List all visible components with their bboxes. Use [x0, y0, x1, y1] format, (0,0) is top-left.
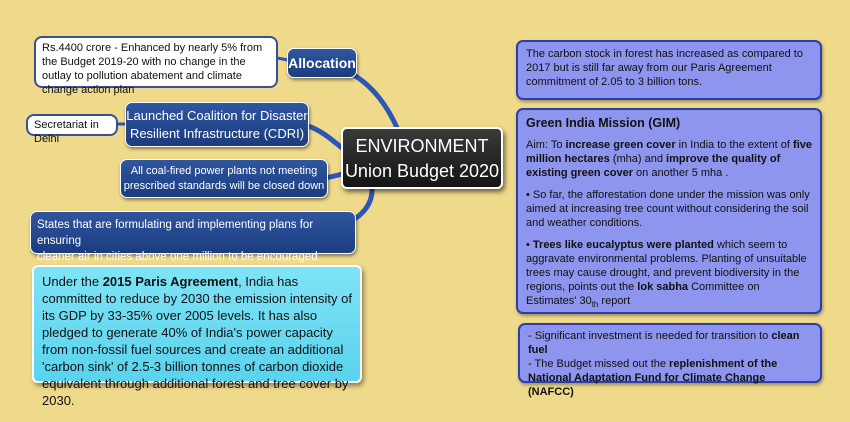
fuel-l2-a: - The Budget missed out the [528, 358, 670, 370]
clean-fuel-box [518, 323, 822, 398]
center-title: ENVIRONMENT [355, 136, 489, 156]
gim-p3-c: which seem to aggravate environmental problems. Planting of unsuitable trees may cause drought, and prevent biodiversity in the regions, points out the [526, 239, 807, 293]
coal-node[interactable] [120, 159, 328, 198]
gim-box [516, 108, 822, 314]
cdri-note-text: Secretariat in Delhi [34, 119, 99, 145]
coal-line2: prescribed standards will be closed down [123, 180, 325, 192]
states-line1: States that are formulating and implementing plans for ensuring [37, 219, 314, 247]
coal-line1: All coal-fired power plants not meeting [130, 165, 318, 177]
states-line2: cleaner air in cities above one million to be encouraged [37, 251, 318, 263]
gim-para3 [526, 238, 812, 312]
gim-aim [526, 138, 812, 180]
fuel-line1 [528, 329, 812, 357]
allocation-note-text: Rs.4400 crore - Enhanced by nearly 5% from the Budget 2019-20 with no change in the outlay to pollution abatement and climate change action plan [42, 42, 263, 96]
fuel-l2-b: replenishment of the National Adaptation Fund for Climate Change (NAFCC) [528, 358, 778, 398]
fuel-l1-a: - Significant investment is needed for transition to [528, 330, 772, 342]
gim-para2: • So far, the afforestation done under the mission was only aimed at increasing tree count without considering the soil and weather conditions. [526, 189, 810, 229]
cdri-label-line2: Resilient Infrastructure (CDRI) [129, 126, 305, 141]
fuel-line2 [528, 357, 812, 399]
gim-p3-b: Trees like eucalyptus were planted [532, 239, 714, 251]
paris-agreement-box [32, 265, 362, 408]
cdri-node[interactable] [125, 102, 309, 147]
gim-aim-e: (mha) and [609, 153, 667, 165]
gim-p3-sup: th [591, 300, 599, 310]
gim-title: Green India Mission (GIM) [526, 116, 681, 130]
states-node[interactable] [30, 211, 356, 263]
gim-aim-f: improve the quality of existing green cover [526, 153, 781, 179]
paris-text-post: , India has committed to reduce by 2030 the emission intensity of its GDP by 33-35% over 2005 levels. It has also pledged to generate 40% of India's power capacity from non-fossil fuel sources and create an additional 'carbon sink' of 2.5-3 billion tonnes of carbon dioxide equivalent through additional forest and tree cover by 2030. [42, 274, 352, 408]
fuel-l1-b: clean fuel [528, 330, 800, 356]
connector-cdri [308, 126, 342, 148]
gim-aim-d: five million hectares [526, 139, 812, 165]
cdri-label-line1: Launched Coalition for Disaster [126, 108, 308, 123]
cdri-note [26, 114, 118, 145]
center-subtitle: Union Budget 2020 [344, 161, 500, 181]
gim-aim-b: increase green cover [565, 139, 676, 151]
center-node[interactable] [341, 127, 503, 189]
gim-p3-f: report [598, 295, 631, 307]
gim-p3-a: • [526, 239, 533, 251]
gim-p3-e: Committee on Estimates' 30 [526, 281, 760, 307]
carbon-stock-text: The carbon stock in forest has increased as compared to 2017 but is still far away from our Paris Agreement commitment of 2.05 to 3 billion tons. [526, 48, 803, 88]
gim-aim-a: Aim: To [526, 139, 566, 151]
allocation-node[interactable] [287, 48, 357, 78]
gim-aim-g: on another 5 mha . [633, 167, 729, 179]
allocation-note [34, 36, 278, 96]
carbon-stock-box [516, 40, 822, 100]
allocation-label: Allocation [288, 55, 356, 71]
paris-text-pre: Under the [42, 274, 103, 289]
gim-p3-d: lok sabha [637, 281, 689, 293]
paris-text-bold: 2015 Paris Agreement [102, 274, 239, 289]
gim-aim-c: in India to the extent of [675, 139, 794, 151]
